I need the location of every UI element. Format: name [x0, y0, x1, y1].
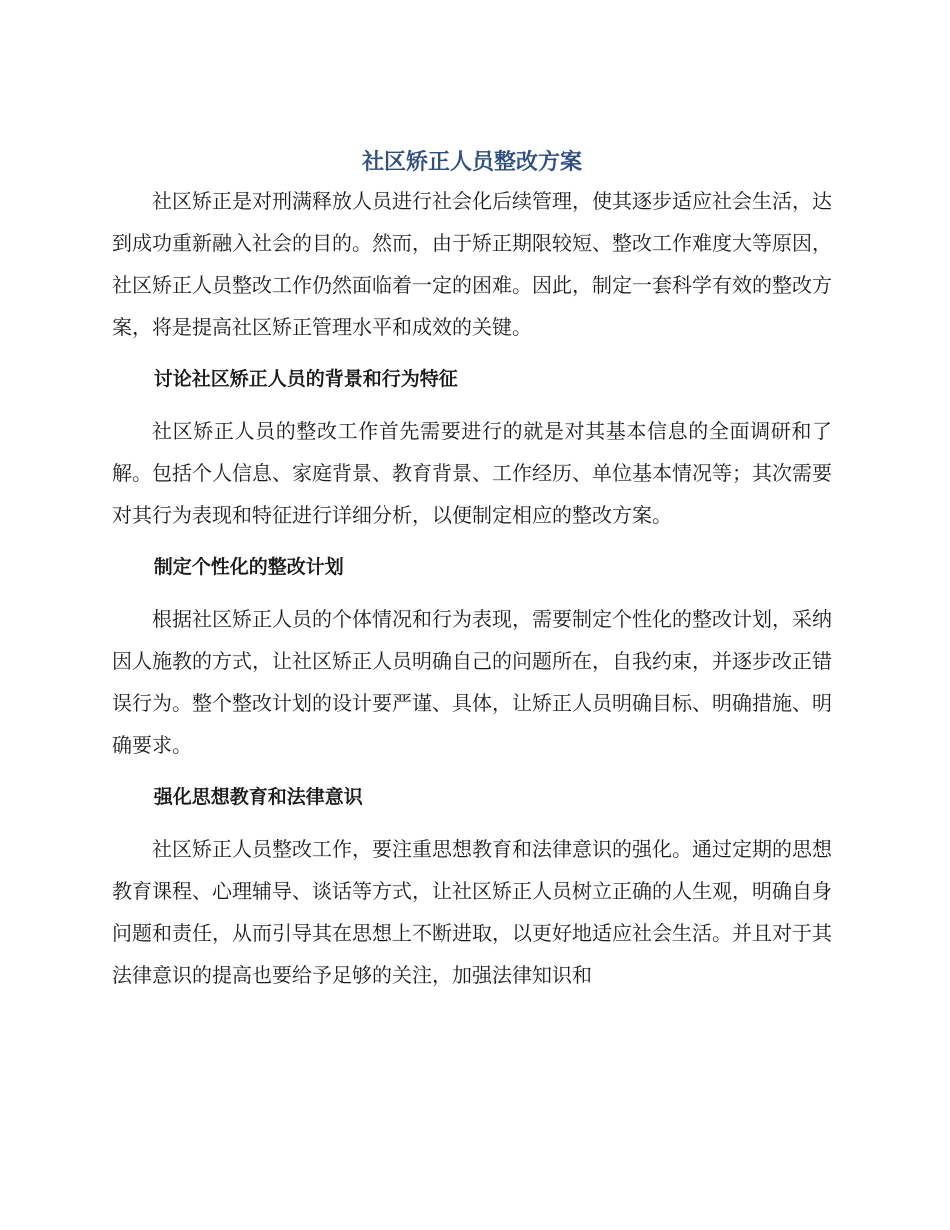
page-title: 社区矫正人员整改方案: [361, 150, 582, 175]
section-heading-education: 强化思想教育和法律意识: [153, 786, 363, 808]
section-body-background: 社区矫正人员的整改工作首先需要进行的就是对其基本信息的全面调研和了解。包括个人信息、家庭背景、教育背景、工作经历、单位基本情况等；其次需要对其行为表现和特征进行详细分析，以便制定相应的整改方案。: [112, 419, 832, 527]
section-body-plan: 根据社区矫正人员的个体情况和行为表现，需要制定个性化的整改计划，采纳因人施教的方式，让社区矫正人员明确自己的问题所在，自我约束，并逐步改正错误行为。整个整改计划的设计要严谨、具体，让矫正人员明确目标、明确措施、明确要求。: [112, 607, 832, 757]
section-heading-background: 讨论社区矫正人员的背景和行为特征: [153, 368, 458, 390]
document-page: [112, 148, 832, 996]
section-heading-plan: 制定个性化的整改计划: [153, 556, 344, 578]
section-body-education: 社区矫正人员整改工作，要注重思想教育和法律意识的强化。通过定期的思想教育课程、心理辅导、谈话等方式，让社区矫正人员树立正确的人生观，明确自身问题和责任，从而引导其在思想上不断进取，以更好地适应社会生活。并且对于其法律意识的提高也要给予足够的关注，加强法律知识和: [112, 837, 832, 987]
intro-paragraph: 社区矫正是对刑满释放人员进行社会化后续管理，使其逐步适应社会生活，达到成功重新融入社会的目的。然而，由于矫正期限较短、整改工作难度大等原因，社区矫正人员整改工作仍然面临着一定的困难。因此，制定一套科学有效的整改方案，将是提高社区矫正管理水平和成效的关键。: [112, 189, 832, 339]
